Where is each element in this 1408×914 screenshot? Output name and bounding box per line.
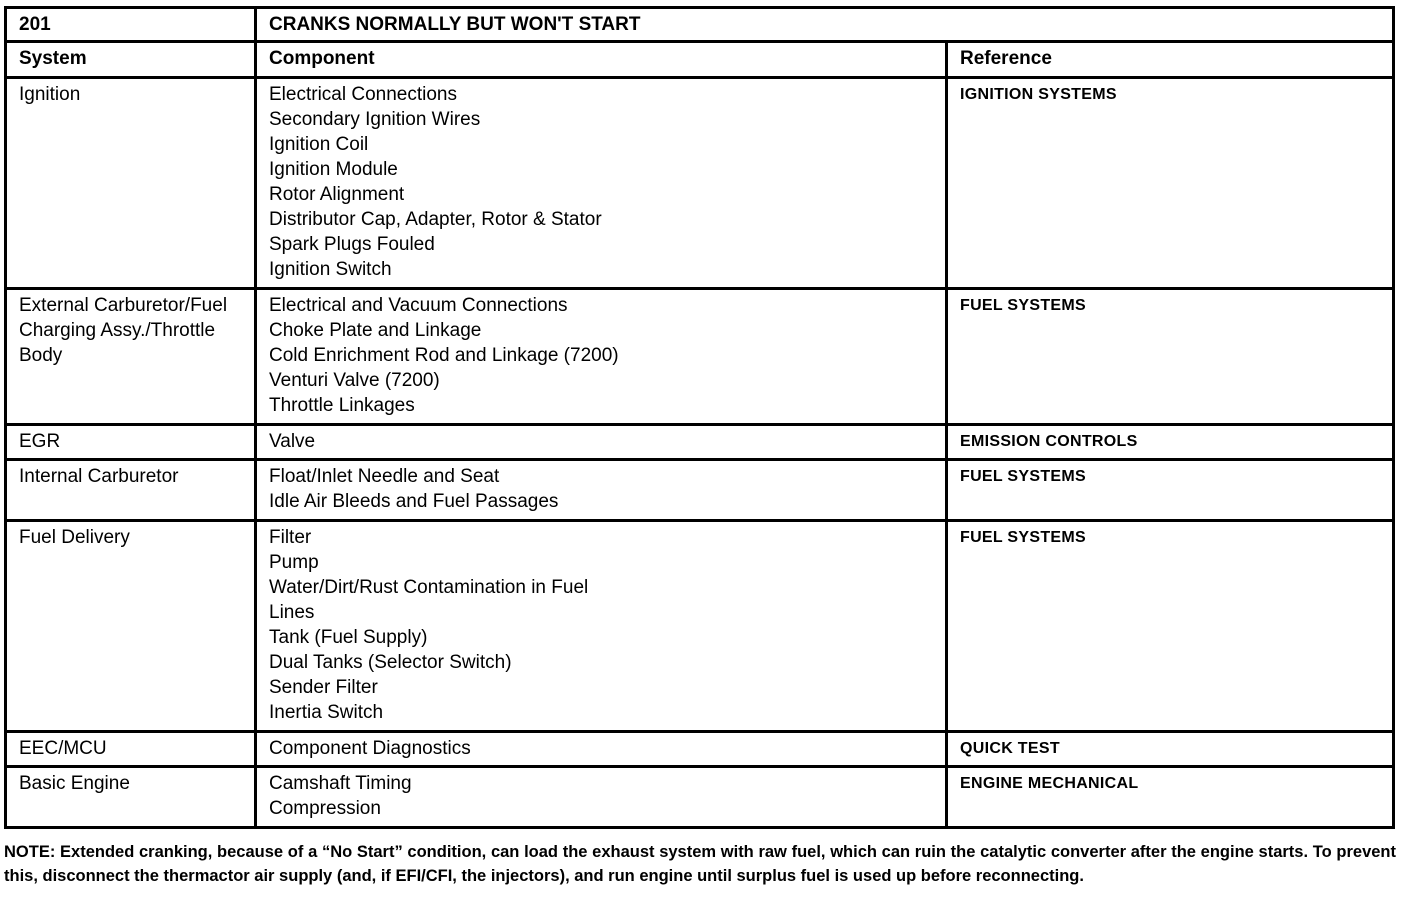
reference-cell: FUEL SYSTEMS <box>947 521 1394 732</box>
system-cell: EGR <box>6 425 256 460</box>
table-row <box>6 767 1394 828</box>
component-item: Sender Filter <box>269 677 378 698</box>
component-item: Choke Plate and Linkage <box>269 320 482 341</box>
component-item: Component Diagnostics <box>269 738 471 759</box>
reference-cell: QUICK TEST <box>947 732 1394 767</box>
system-cell: Fuel Delivery <box>6 521 256 732</box>
component-item: Electrical Connections <box>269 84 457 105</box>
table-row <box>6 289 1394 425</box>
table-row <box>6 521 1394 732</box>
component-item: Pump <box>269 552 319 573</box>
reference-cell: IGNITION SYSTEMS <box>947 78 1394 289</box>
system-cell: External Carburetor/Fuel Charging Assy./Throttle Body <box>6 289 256 425</box>
component-item: Valve <box>269 431 316 452</box>
component-item: Ignition Module <box>269 159 398 180</box>
system-cell: Ignition <box>6 78 256 289</box>
component-item: Lines <box>269 602 315 623</box>
table-header-row <box>6 8 1394 42</box>
component-cell <box>256 767 947 828</box>
component-cell <box>256 289 947 425</box>
table-row <box>6 732 1394 767</box>
reference-cell: EMISSION CONTROLS <box>947 425 1394 460</box>
system-cell: EEC/MCU <box>6 732 256 767</box>
component-item: Venturi Valve (7200) <box>269 370 440 391</box>
component-item: Idle Air Bleeds and Fuel Passages <box>269 491 559 512</box>
component-item: Water/Dirt/Rust Contamination in Fuel <box>269 577 589 598</box>
chart-title: CRANKS NORMALLY BUT WON'T START <box>256 8 1394 42</box>
component-item: Compression <box>269 798 381 819</box>
component-cell <box>256 460 947 521</box>
component-item: Ignition Switch <box>269 259 392 280</box>
component-cell <box>256 732 947 767</box>
column-header-reference: Reference <box>947 42 1394 78</box>
component-item: Secondary Ignition Wires <box>269 109 481 130</box>
footnote: NOTE: Extended cranking, because of a “No Start” condition, can load the exhaust system with raw fuel, which can ruin the catalytic converter after the engine starts. To prevent this, disconnect the thermactor air supply (and, if EFI/CFI, the injectors), and run engine until surplus fuel is used up before reconnecting. <box>4 843 1396 885</box>
chart-code: 201 <box>6 8 256 42</box>
diagnostic-table <box>4 6 1395 829</box>
table-row <box>6 78 1394 289</box>
component-item: Dual Tanks (Selector Switch) <box>269 652 512 673</box>
reference-cell: FUEL SYSTEMS <box>947 289 1394 425</box>
table-row <box>6 460 1394 521</box>
column-header-component: Component <box>256 42 947 78</box>
component-item: Ignition Coil <box>269 134 369 155</box>
component-item: Spark Plugs Fouled <box>269 234 435 255</box>
system-cell: Internal Carburetor <box>6 460 256 521</box>
component-item: Camshaft Timing <box>269 773 412 794</box>
table-row <box>6 425 1394 460</box>
system-cell: Basic Engine <box>6 767 256 828</box>
component-cell <box>256 425 947 460</box>
column-header-row <box>6 42 1394 78</box>
reference-cell: FUEL SYSTEMS <box>947 460 1394 521</box>
component-item: Inertia Switch <box>269 702 384 723</box>
component-item: Throttle Linkages <box>269 395 415 416</box>
component-cell <box>256 521 947 732</box>
component-cell <box>256 78 947 289</box>
component-item: Rotor Alignment <box>269 184 405 205</box>
column-header-system: System <box>6 42 256 78</box>
reference-cell: ENGINE MECHANICAL <box>947 767 1394 828</box>
component-item: Distributor Cap, Adapter, Rotor & Stator <box>269 209 602 230</box>
component-item: Filter <box>269 527 312 548</box>
component-item: Tank (Fuel Supply) <box>269 627 428 648</box>
component-item: Float/Inlet Needle and Seat <box>269 466 500 487</box>
component-item: Cold Enrichment Rod and Linkage (7200) <box>269 345 619 366</box>
component-item: Electrical and Vacuum Connections <box>269 295 568 316</box>
